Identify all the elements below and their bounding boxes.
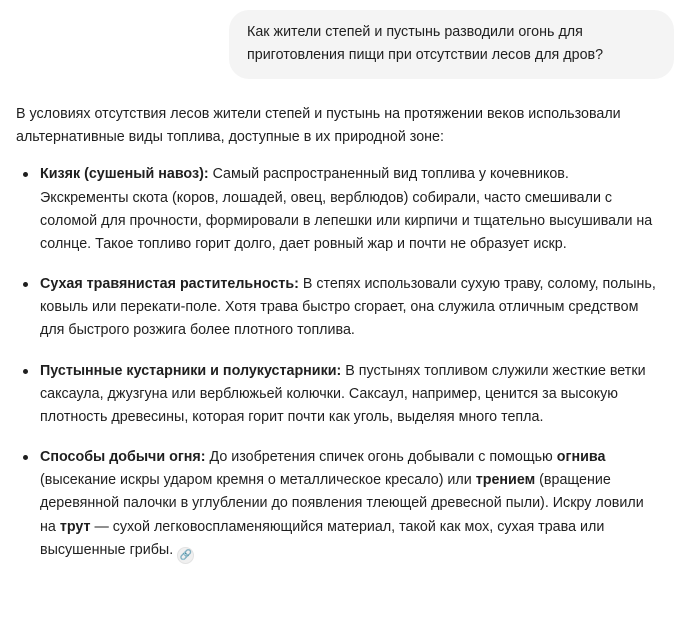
answer-bullet-list [16, 163, 672, 563]
list-item [16, 360, 660, 429]
list-item-title: Способы добычи огня: [40, 449, 206, 466]
list-item-title: Пустынные кустарники и полукустарники: [40, 362, 342, 379]
list-item-text: Самый распространенный вид топлива у кочевников. Экскременты скота (коров, лошадей, овец, верблюдов) собирали, часто смешивали с соломой для прочности, формировали в лепешки или кирпичи и тщательно высушивали на солнце. Такое топливо горит долго, дает ровный жар и почти не образует искр. [40, 166, 653, 252]
user-message-bubble: Как жители степей и пустынь разводили огонь для приготовления пищи при отсутствии лесов для дров? [229, 10, 674, 79]
list-item-title: Кизяк (сушеный навоз): [40, 166, 209, 183]
list-item [16, 163, 660, 256]
list-item-text: В степях использовали сухую траву, солому, полынь, ковыль или перекати-поле. Хотя трава быстро сгорает, она служила отличным средством для быстрого розжига более плотного топлива. [40, 276, 656, 339]
list-item [16, 446, 660, 564]
user-message-row [0, 0, 688, 79]
list-item [16, 273, 660, 342]
answer-intro-paragraph: В условиях отсутствия лесов жители степей и пустынь на протяжении веков использовали альтернативные виды топлива, доступные в их природной зоне: [16, 106, 621, 146]
list-item-title: Сухая травянистая растительность: [40, 276, 299, 293]
list-item-text: В пустынях топливом служили жесткие ветки саксаула, джузгуна или верблюжьей колючки. Саксаул, например, ценится за высокую плотность древесины, которая горит почти как уголь, выделяя много тепла. [40, 362, 646, 425]
assistant-answer [0, 79, 688, 564]
list-item-rich-text: До изобретения спичек огонь добывали с помощью огнива (высекание искры ударом кремня о металлическое кресало) или трением (вращение деревянной палочки в углублении до появления тлеющей древесной пыли). Искру ловили на трут — сухой легковоспламеняющийся материал, такой как мох, сухая трава или высушенные грибы. [40, 449, 644, 558]
paperclip-icon[interactable]: 🔗 [177, 547, 194, 564]
